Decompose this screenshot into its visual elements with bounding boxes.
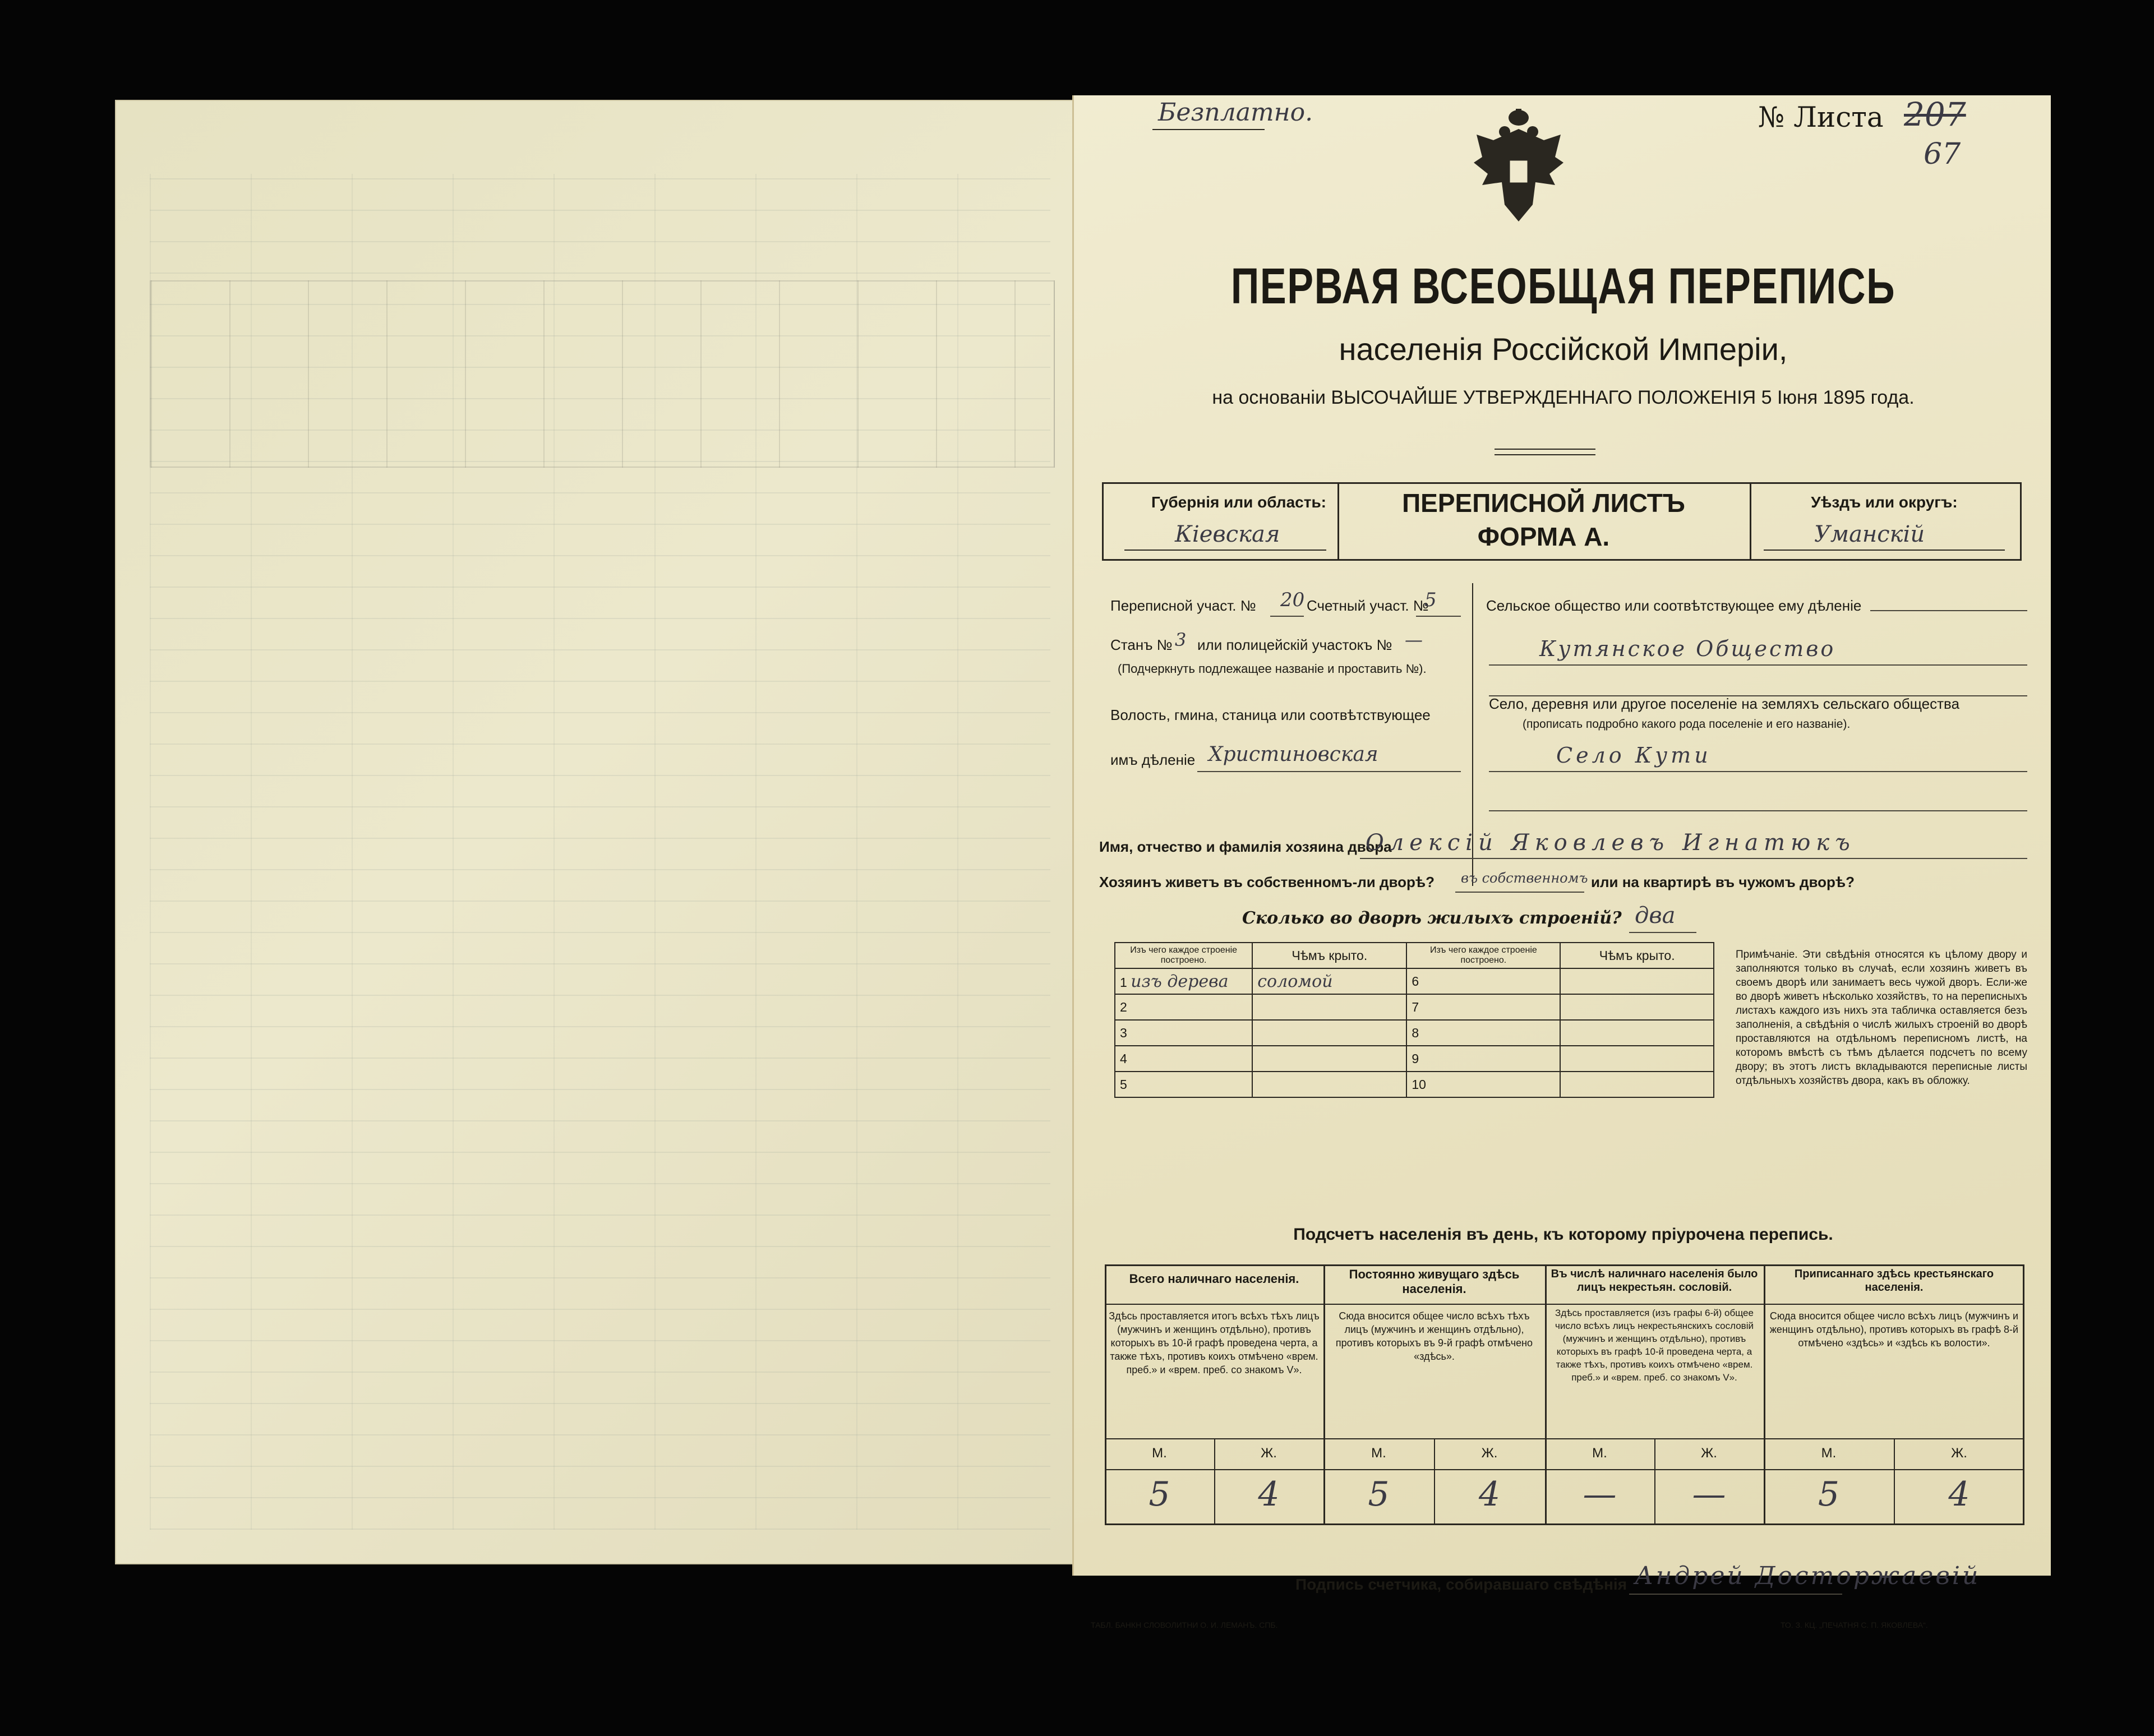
stan-label: Станъ №	[1110, 636, 1173, 653]
uezd-value: Уманскій	[1814, 521, 1925, 547]
lives-value: въ собственномъ	[1461, 870, 1588, 886]
police-label: или полицейскій участокъ №	[1197, 636, 1392, 653]
uezd-label: Уѣздъ или округъ:	[1811, 493, 1958, 511]
row-material: изъ дерева	[1131, 971, 1229, 991]
col-material-right: Изъ чего каждое строеніе построено.	[1406, 943, 1560, 968]
m-label: М.	[1592, 1446, 1607, 1461]
sheet-number-extra: 67	[1924, 137, 1961, 171]
row-number: 6	[1406, 968, 1560, 994]
row-number: 5	[1115, 1072, 1252, 1097]
imperial-eagle-icon	[1471, 107, 1566, 230]
left-page	[115, 100, 1085, 1564]
col-material-left: Изъ чего каждое строеніе построено.	[1115, 943, 1252, 968]
row-number: 7	[1406, 994, 1560, 1020]
count-non-peasant-m: —	[1583, 1475, 1617, 1514]
count-total-m: 5	[1149, 1475, 1170, 1514]
count-title: Подсчетъ населенія въ день, къ которому пріурочена перепись.	[1293, 1225, 1833, 1244]
note-text: Примѣчаніе. Эти свѣдѣнія относятся къ цѣлому двору и заполняются только въ случаѣ, если хозяинъ живетъ въ своемъ дворѣ или занимаетъ весь чужой дворъ. Если-же во дворѣ живетъ нѣсколько хозяйствъ, то на переписныхъ листахъ каждого изъ нихъ эта табличка оставляется безъ заполненія, а свѣдѣнія о числѣ жилыхъ строеній во дворѣ проставляются на отдѣльномъ переписномъ листѣ, на которомъ вмѣстѣ съ тѣмъ дѣлается подсчетъ по всему двору; въ этотъ листъ вкладываются переписные листы отдѣльныхъ хозяйствъ двора, какъ въ обложку.	[1736, 949, 2027, 1087]
row-roof: соломой	[1252, 968, 1406, 994]
count-registered-m: 5	[1818, 1475, 1840, 1514]
sheet-number-value: 207	[1904, 95, 1966, 133]
signature-value: Андрей Досторжаевій	[1635, 1562, 1981, 1590]
schet-uch-value: 5	[1424, 589, 1437, 611]
buildings-label: Сколько во дворѣ жилыхъ строеній?	[1242, 908, 1622, 928]
schet-uch-label: Счетный участ. №	[1307, 597, 1429, 614]
volost-value: Христиновская	[1209, 743, 1378, 766]
count-permanent-zh: 4	[1478, 1475, 1501, 1514]
gubernia-value: Кіевская	[1175, 521, 1280, 547]
table-row	[1115, 1020, 1714, 1046]
footer-right: ТО. З. КЦ. „ПЕЧАТНЯ С. П. ЯКОВЛЕВА“.	[1781, 1620, 1928, 1629]
count-head-registered: Приписаннаго здѣсь крестьянскаго населенія.	[1794, 1268, 1994, 1294]
row-number: 9	[1406, 1046, 1560, 1072]
m-label: М.	[1152, 1446, 1167, 1461]
census-form-page	[1072, 95, 2051, 1629]
free-label: Безплатно.	[1158, 98, 1313, 127]
count-head-total: Всего наличнаго населенія.	[1129, 1272, 1299, 1286]
society-value: Кутянское Общество	[1539, 636, 1836, 661]
table-row	[1115, 968, 1714, 994]
owner-value: Олексій Яковлевъ Игнатюкъ	[1366, 830, 1856, 856]
village-note: (прописать подробно какого рода поселеніе и его названіе).	[1523, 718, 1851, 731]
ornament-divider	[1495, 449, 1595, 455]
society-label: Сельское общество или соотвѣтствующее ему дѣленіе	[1486, 597, 1862, 614]
row-number: 3	[1115, 1020, 1252, 1046]
table-row	[1115, 1046, 1714, 1072]
lives-label-2: или на квартирѣ въ чужомъ дворѣ?	[1591, 874, 1855, 890]
count-registered-zh: 4	[1948, 1475, 1970, 1514]
count-desc-non-peasant: Здѣсь проставляется (изъ графы 6-й) общее число всѣхъ лицъ некрестьянскихъ сословій (мужчинъ и женщинъ отдѣльно), противъ которыхъ въ графѣ 10-й проведена черта, а также тѣхъ, противъ коихъ отмѣчено «врем. преб.» и «врем. преб. со знакомъ V».	[1555, 1308, 1754, 1383]
col-roof-left: Чѣмъ крыто.	[1252, 943, 1406, 968]
zh-label: Ж.	[1951, 1446, 1967, 1461]
form-title: ПЕРЕПИСНОЙ ЛИСТЪ	[1402, 488, 1685, 518]
signature-label: Подпись счетчика, собиравшаго свѣдѣнія	[1295, 1576, 1627, 1593]
main-title: ПЕРВАЯ ВСЕОБЩАЯ ПЕРЕПИСЬ	[1230, 258, 1896, 315]
buildings-value: два	[1635, 903, 1676, 929]
stan-note: (Подчеркнуть подлежащее названіе и проставить №).	[1118, 662, 1427, 676]
row-number: 10	[1406, 1072, 1560, 1097]
police-value: —	[1405, 629, 1423, 650]
zh-label: Ж.	[1261, 1446, 1277, 1461]
m-label: М.	[1821, 1446, 1837, 1461]
bleed-through-table	[150, 280, 1055, 468]
count-desc-permanent: Сюда вносится общее число всѣхъ тѣхъ лицъ (мужчинъ и женщинъ отдѣльно), противъ которыхъ въ 9-й графѣ отмѣчено «здѣсь».	[1335, 1310, 1533, 1362]
volost-label-2: имъ дѣленіе	[1110, 751, 1196, 768]
row-number: 4	[1115, 1046, 1252, 1072]
stan-value: 3	[1175, 629, 1187, 650]
count-total-zh: 4	[1258, 1475, 1280, 1514]
gubernia-label: Губернія или область:	[1151, 493, 1326, 511]
owner-label: Имя, отчество и фамилія хозяина двора	[1099, 838, 1392, 855]
decree-line: на основаніи ВЫСОЧАЙШЕ УТВЕРЖДЕННАГО ПОЛОЖЕНІЯ 5 Іюня 1895 года.	[1212, 387, 1915, 408]
count-head-non-peasant: Въ числѣ наличнаго населенія было лицъ некрестьян. сословій.	[1551, 1268, 1758, 1294]
col-roof-right: Чѣмъ крыто.	[1560, 943, 1714, 968]
lives-label: Хозяинъ живетъ въ собственномъ-ли дворѣ?	[1099, 874, 1435, 890]
count-permanent-m: 5	[1368, 1475, 1390, 1514]
count-non-peasant-zh: —	[1692, 1475, 1726, 1514]
count-head-permanent: Постоянно живущаго здѣсь населенія.	[1349, 1267, 1520, 1296]
zh-label: Ж.	[1481, 1446, 1498, 1461]
volost-label: Волость, гмина, станица или соотвѣтствующее	[1110, 707, 1431, 723]
village-label: Село, деревня или другое поселеніе на земляхъ сельскаго общества	[1489, 695, 1960, 712]
sheet-number-label: № Листа	[1758, 101, 1884, 133]
perep-uch-value: 20	[1280, 589, 1305, 611]
village-value: Село Кути	[1556, 743, 1712, 768]
row-number: 1	[1120, 975, 1127, 990]
perep-uch-label: Переписной участ. №	[1110, 597, 1256, 614]
count-desc-registered: Сюда вносится общее число всѣхъ лицъ (мужчинъ и женщинъ отдѣльно), противъ которыхъ въ графѣ 8-й отмѣчено «здѣсь» и «здѣсь къ волости».	[1769, 1310, 2019, 1349]
footer-left: ТАБЛ. БАНКН СЛОВОЛИТНИ О. И. ЛЕМАНЪ. СПБ.	[1091, 1620, 1278, 1629]
row-number: 8	[1406, 1020, 1560, 1046]
table-row	[1115, 994, 1714, 1020]
count-desc-total: Здѣсь проставляется итогъ всѣхъ тѣхъ лицъ (мужчинъ и женщинъ отдѣльно), противъ которыхъ въ 10-й графѣ проведена черта, а также тѣхъ, противъ коихъ отмѣчено «врем. преб.» и «врем. преб. со знакомъ V».	[1109, 1310, 1320, 1375]
zh-label: Ж.	[1701, 1446, 1717, 1461]
subtitle: населенія Россійской Имперіи,	[1339, 331, 1788, 367]
row-number: 2	[1115, 994, 1252, 1020]
table-row	[1115, 1072, 1714, 1097]
buildings-table	[1114, 942, 1714, 1098]
form-subtitle: ФОРМА А.	[1477, 522, 1610, 551]
m-label: М.	[1371, 1446, 1386, 1461]
